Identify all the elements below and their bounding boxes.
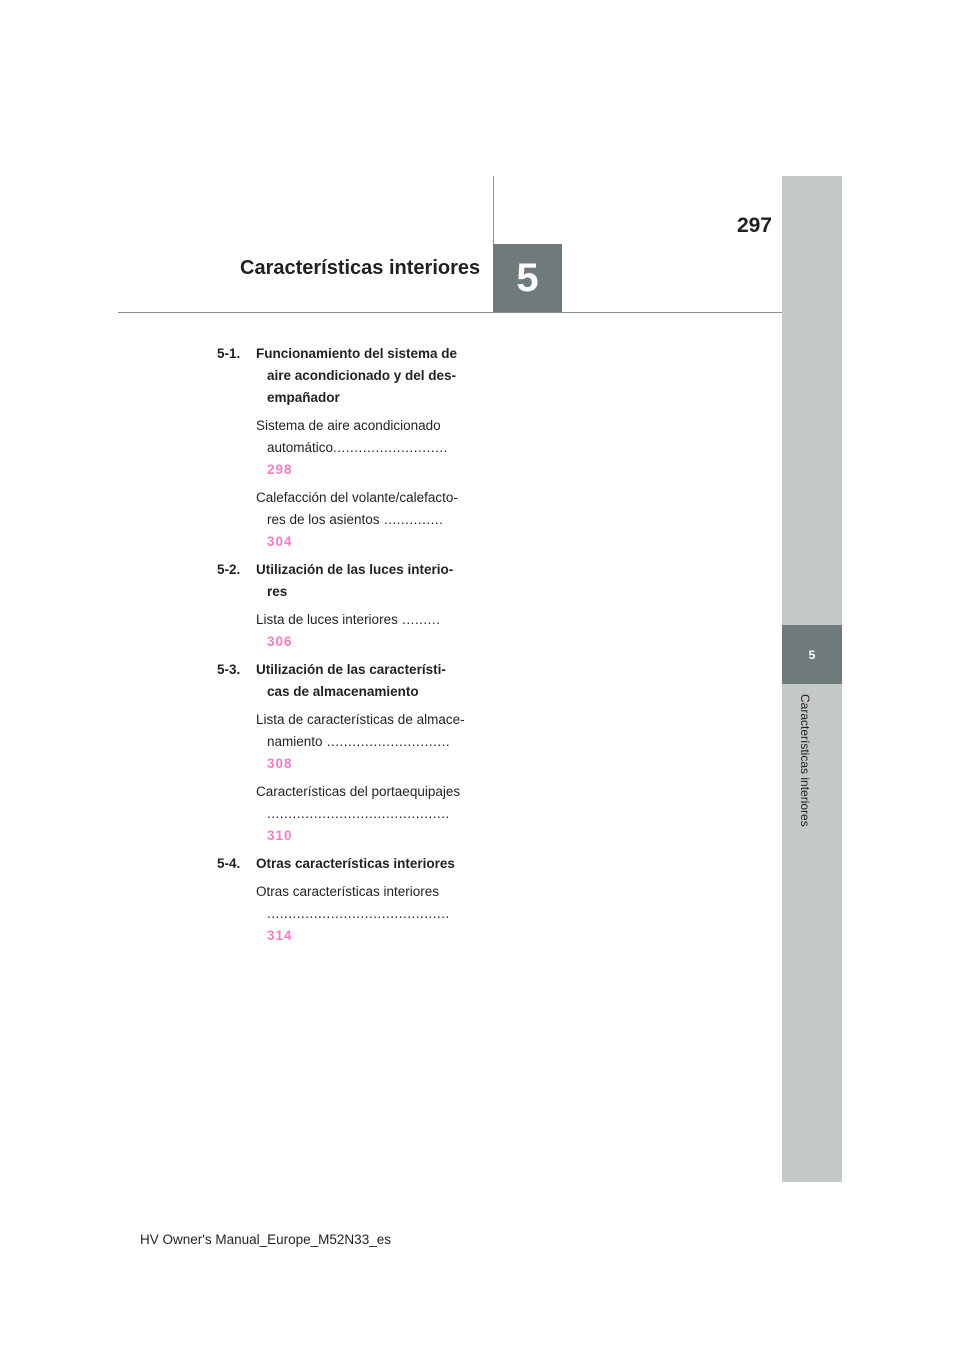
toc-entry[interactable] [256, 415, 467, 481]
entry-page-link[interactable]: 298 [267, 462, 293, 477]
entry-page-link[interactable]: 314 [267, 928, 293, 943]
entry-leader-dots: ........................................... [267, 806, 450, 821]
toc-entry[interactable] [256, 781, 467, 847]
section-heading[interactable] [217, 659, 467, 703]
entry-text: Características del portaequipajes [256, 784, 461, 799]
entry-leader-dots: ........................... [333, 440, 448, 455]
header-vertical-divider [493, 176, 494, 244]
entry-leader-dots: .............. [379, 512, 444, 527]
section-title: Funcionamiento del sistema de aire acondicionado y del des-empañador [256, 346, 458, 405]
side-tab-label: Características interiores [798, 694, 812, 827]
page-number: 297 [736, 214, 772, 237]
toc-entry[interactable] [256, 609, 467, 653]
chapter-title: Características interiores [240, 257, 481, 279]
entry-page-link[interactable]: 308 [267, 756, 293, 771]
entry-page-link[interactable]: 304 [267, 534, 293, 549]
table-of-contents [217, 343, 467, 953]
toc-section [217, 559, 467, 653]
header-horizontal-divider [118, 312, 782, 313]
entry-text: Otras características interiores [256, 884, 440, 899]
chapter-number-box: 5 [493, 244, 562, 312]
entry-text: Lista de características de almace-namiento [256, 712, 465, 749]
section-number: 5-3. [217, 662, 241, 677]
section-title: Otras características interiores [256, 856, 455, 871]
toc-section [217, 343, 467, 553]
section-title: Utilización de las característi-cas de almacenamiento [256, 662, 446, 699]
section-heading[interactable] [217, 853, 467, 875]
entry-page-link[interactable]: 310 [267, 828, 293, 843]
entry-page-link[interactable]: 306 [267, 634, 293, 649]
entry-leader-dots: ......... [397, 612, 441, 627]
section-number: 5-4. [217, 856, 241, 871]
entry-text: Lista de luces interiores [256, 612, 398, 627]
side-tab-number[interactable]: 5 [782, 625, 842, 684]
entry-leader-dots: ............................. [322, 734, 451, 749]
toc-entry[interactable] [256, 487, 467, 553]
section-number: 5-2. [217, 562, 241, 577]
section-title: Utilización de las luces interio-res [256, 562, 454, 599]
toc-entry[interactable] [256, 881, 467, 947]
entry-text: Calefacción del volante/calefacto-res de los asientos [256, 490, 458, 527]
entry-leader-dots: ........................................... [267, 906, 450, 921]
entry-text: Sistema de aire acondicionado automático [256, 418, 441, 455]
section-heading[interactable] [217, 559, 467, 603]
toc-section [217, 853, 467, 947]
footer-manual-id: HV Owner's Manual_Europe_M52N33_es [140, 1232, 391, 1247]
toc-section [217, 659, 467, 847]
section-number: 5-1. [217, 346, 241, 361]
toc-entry[interactable] [256, 709, 467, 775]
section-heading[interactable] [217, 343, 467, 409]
